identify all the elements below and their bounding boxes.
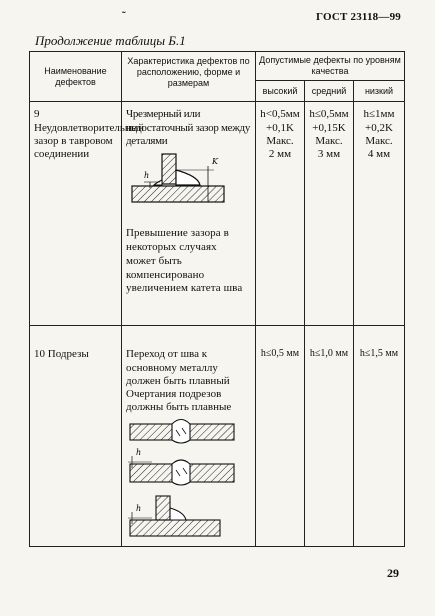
header-level-medium: средний — [305, 80, 354, 102]
value-high: h<0,5мм +0,1K Макс. 2 мм — [256, 102, 305, 326]
undercut-figures — [128, 416, 238, 541]
table-caption: Продолжение таблицы Б.1 — [35, 33, 186, 48]
defect-description-2: Очертания подрезов должны быть плавные — [126, 387, 232, 414]
header-level-high: высокий — [256, 80, 305, 102]
defect-name: 9 Неудовлетворительный зазор в тавровом соединении — [30, 102, 122, 326]
table-row — [30, 102, 405, 326]
leg-length-label: K — [212, 157, 218, 167]
gap-height-label: h — [144, 171, 150, 181]
defect-description-cell — [122, 326, 256, 547]
page-number: 29 — [387, 566, 399, 580]
value-medium: h≤0,5мм +0,15K Макс. 3 мм — [305, 102, 354, 326]
table-row — [30, 326, 405, 547]
defect-description-cell — [122, 102, 256, 326]
value-medium: h≤1,0 мм — [305, 326, 354, 547]
defect-note: Превышение зазора в некоторых случаях может быть компенсировано увеличением катета шва — [126, 227, 243, 295]
standard-code: ГОСТ 23118—99 — [316, 11, 401, 23]
header-characteristic: Характеристика дефектов по расположению, форме и размерам — [122, 52, 256, 102]
defect-description: Чрезмерный или недостаточный зазор между деталями — [126, 108, 251, 147]
scan-mark: ˜ — [122, 10, 126, 22]
value-low: h≤1,5 мм — [354, 326, 405, 547]
undercut-depth-label-1: h — [136, 448, 142, 458]
header-level-low: низкий — [354, 80, 405, 102]
header-defect-name: Наименование дефектов — [30, 52, 122, 102]
defects-table — [29, 51, 405, 547]
defect-description: Переход от шва к основному металлу должен быть плавный — [126, 348, 230, 387]
value-low: h≤1мм +0,2K Макс. 4 мм — [354, 102, 405, 326]
value-high: h≤0,5 мм — [256, 326, 305, 547]
undercut-depth-label-2: h — [136, 504, 142, 514]
defect-name: 10 Подрезы — [30, 326, 122, 547]
tee-joint-gap-figure — [130, 152, 230, 224]
header-allowed-defects: Допустимые дефекты по уровням качества — [256, 52, 405, 81]
